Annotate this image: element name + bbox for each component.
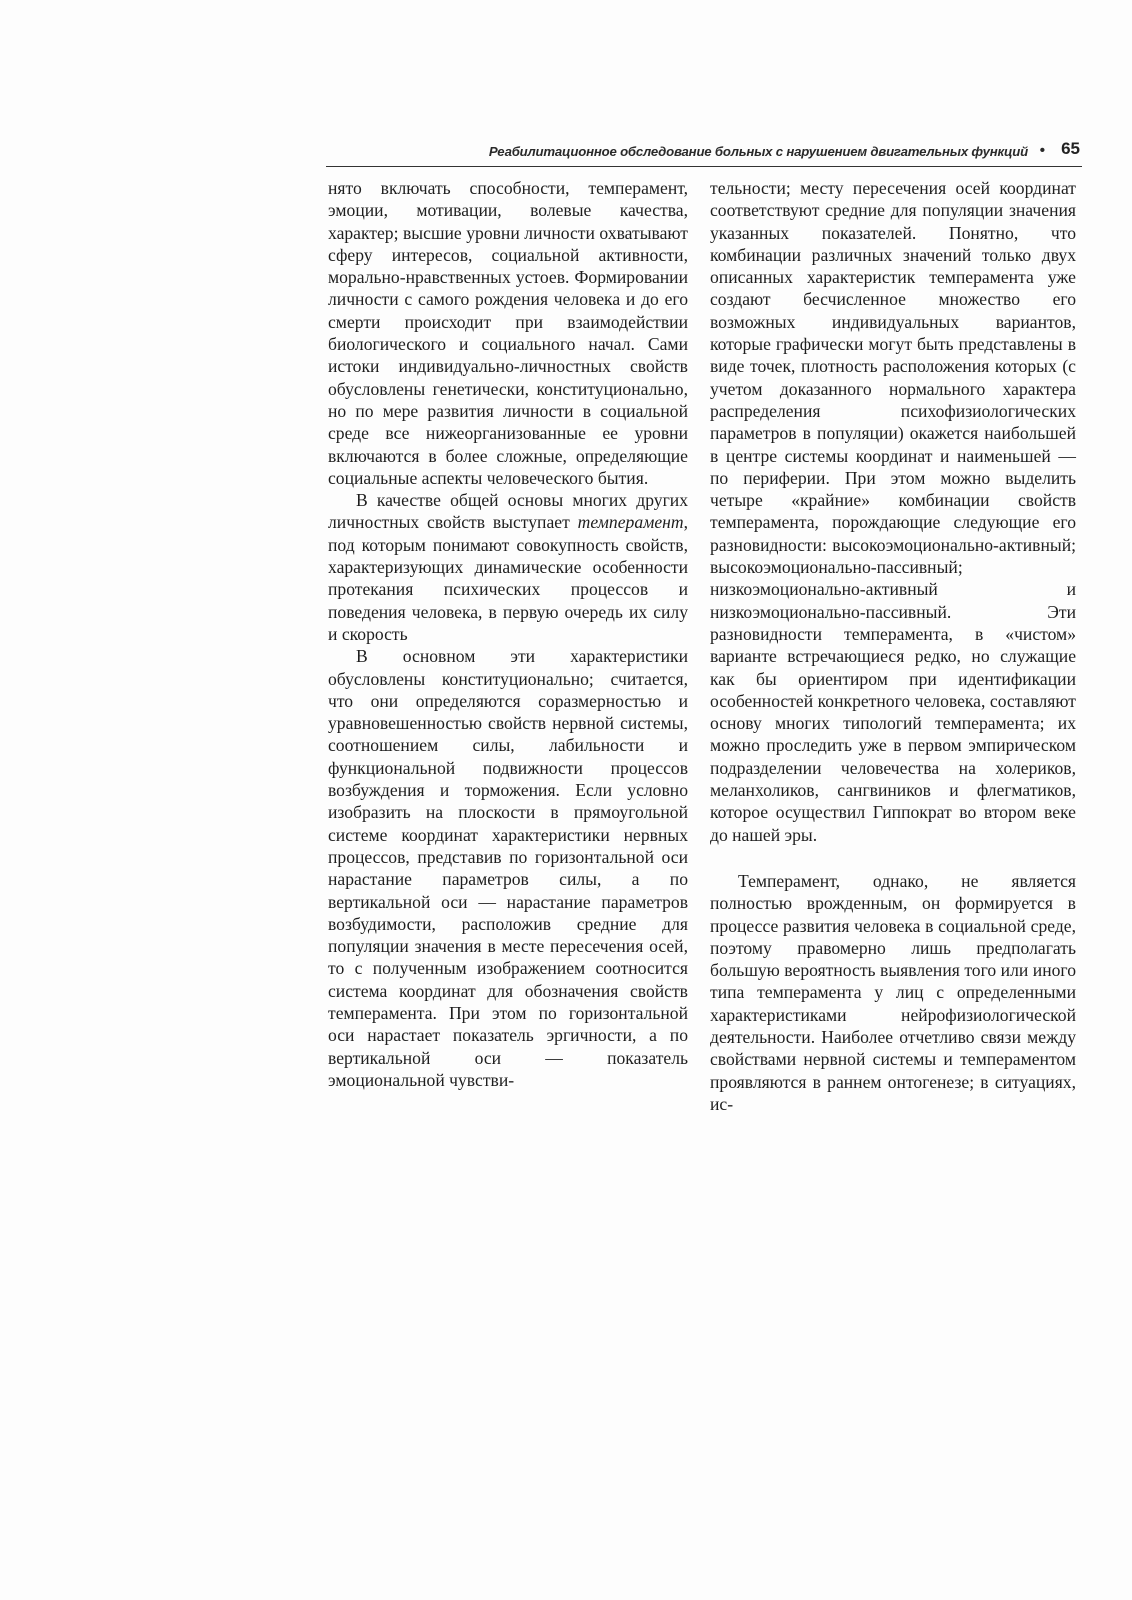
header-bullet: • (1039, 142, 1045, 159)
paragraph-text: В качестве общей основы многих других личностных свойств выступает (328, 490, 688, 533)
paragraph: В основном эти характеристики обусловлены конституционально; считается, что они определяются соразмерностью и уравновешенностью свойств нервной системы, соотношением силы, лабильности и функциональной подвижности процессов возбуждения и торможения. Если условно изобразить на плоскости в прямоугольной системе координат характеристики нервных процессов, представив по горизонтальной оси нарастание параметров силы, а по вертикальной оси — нарастание параметров возбудимости, расположив средние для популяции значения в месте пересечения осей, то с полученным изображением соотносится система координат для обозначения свойств темперамента. При этом по горизонтальной оси нарастает показатель эргичности, а по вертикальной оси — показатель эмоциональной чувстви- (328, 646, 688, 1090)
running-title: Реабилитационное обследование больных с нарушением двигательных функций (488, 144, 1028, 159)
left-column (328, 177, 688, 1091)
paragraph: тельности; месту пересечения осей координат соответствуют средние для популяции значения указанных показателей. Понятно, что комбинации различных значений только двух описанных характеристик темперамента уже создают бесчисленное множество его возможных индивидуальных вариантов, которые графически могут быть представлены в виде точек, плотность расположения которых (с учетом доказанного нормального характера распределения психофизиологических параметров в популяции) окажется наибольшей в центре системы координат и наименьшей — по периферии. При этом можно выделить четыре «крайние» комбинации свойств темперамента, порождающие следующие его разновидности: высокоэмоционально-активный; высокоэмоционально-пассивный; низкоэмоционально-активный и низкоэмоционально-пассивный. Эти разновидности темперамента, в «чистом» варианте встречающиеся редко, но служащие как бы ориентиром при идентификации особенностей конкретного человека, составляют основу многих типологий темперамента; их можно проследить уже в первом эмпирическом подразделении человечества на холериков, меланхоликов, сангвиников и флегматиков, которое осуществил Гиппократ во втором веке до нашей эры. (710, 178, 1076, 845)
paragraph (328, 489, 688, 645)
page-number: 65 (1061, 139, 1080, 158)
paragraph: Темперамент, однако, не является полностью врожденным, он формируется в процессе развития человека в социальной среде, поэтому правомерно лишь предполагать большую вероятность выявления того или иного типа темперамента у лиц с определенными характеристиками нейрофизиологической деятельности. Наиболее отчетливо связи между свойствами нервной системы и темпераментом проявляются в раннем онтогенезе; в ситуациях, ис- (710, 870, 1076, 1114)
term-temperament: темперамент (577, 512, 684, 533)
running-header (326, 138, 1086, 166)
right-column (710, 177, 1076, 1115)
paragraph: нято включать способности, темперамент, эмоции, мотивации, волевые качества, характер; высшие уровни личности охватывают сферу интересов, социальной активности, морально-нравственных устоев. Формировании личности с самого рождения человека и до его смерти происходит при взаимодействии биологического и социального начал. Сами истоки индивидуально-личностных свойств обусловлены генетически, конституционально, но по мере развития личности в социальной среде все нижеорганизованные ее уровни включаются в более сложные, определяющие социальные аспекты человеческого бытия. (328, 178, 688, 488)
header-rule (326, 166, 1082, 167)
paragraph-text: , под которым понимают совокупность свойств, характеризующих динамические особенности протекания психических процессов и поведения человека, в первую очередь их силу и скорость (328, 512, 688, 644)
